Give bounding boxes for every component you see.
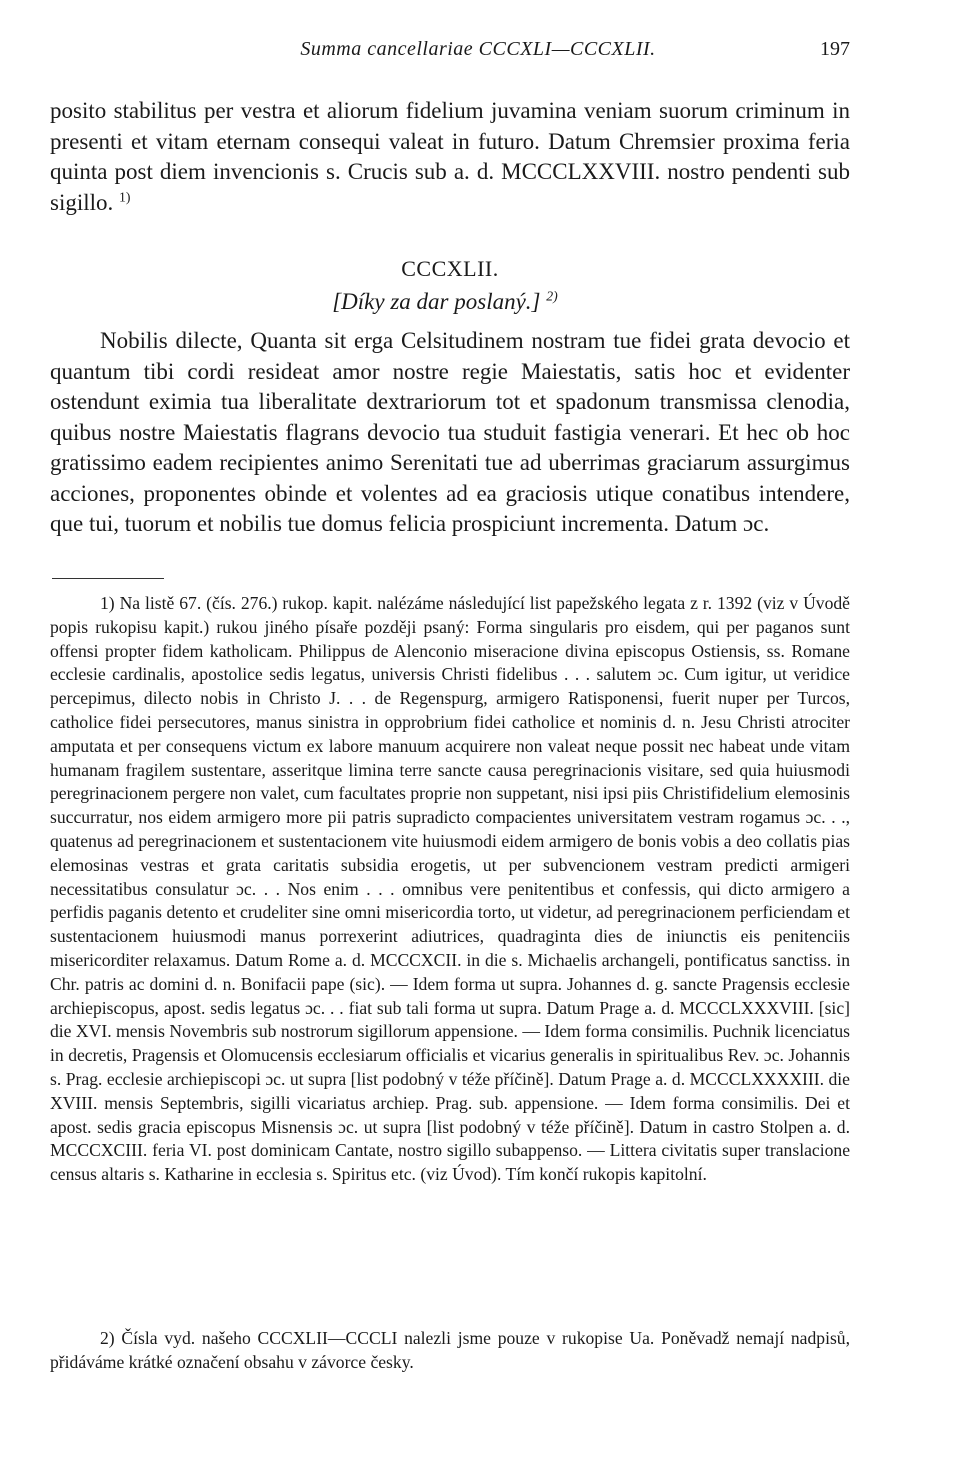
document-heading-text: [Díky za dar poslaný.]: [332, 289, 541, 314]
footnote-1-text: Na listě 67. (čís. 276.) rukop. kapit. nalézáme následující list papežského legata z r. 1392 (viz v Úvodě popis rukopisu kapit.) rukou jiného písaře později psaný: Forma singularis pro eisdem, qui per paganos sunt offensi propter fidem katholicam. Philippus de Alenconio miseracione divina episcopus Ostiensis, ss. Romane ecclesie cardinalis, apostolice sedis legatus, universis Christi fidelibus . . . salutem ɔc. Cum igitur, ut veridice percepimus, dilecto nobis in Christo J. . . de Regenspurg, armigero Ratisponensi, fuerit nuper per Turcos, catholice fidei persecutores, manus sinistra in opprobrium fidei catholice et nominis d. n. Jesu Christi atrociter amputata et per consequens victum ex labore manuum acquirere non valeat neque possit nec habeat unde vitam humanam fragilem sustentare, asseritque limina terre sancte causa peregrinacionis visitare, sed quia huiusmodi peregrinacionem pergere non valet, cum facultates proprie non suppetant, nisi ipsi piis Christifidelium elemosinis succurratur, nos eidem armigero more pii patris supradicto compacientes universitatem vestram rogamus ɔc. . ., quatenus ad peregrinacionem et sustentacionem vite huiusmodi eidem armigero de bonis vobis a deo collatis pias elemosinas vestras et grata caritatis subsidia erogetis, ut per subvencionem vestram predicti armigeri necessitatibus consulatur ɔc. . . Nos enim . . . omnibus vere penitentibus et confessis, qui dicto armigero a perfidis paganis detento et crudeliter sine omni misericordia torto, ut videtur, ad peregrinacionem perficiendam et sustentacionem huiusmodi manus porrexerint adiutrices, quadraginta dies de iniunctis eis penitenciis misericorditer relaxamus. Datum Rome a. d. MCCCXCII. in die s. Michaelis archangeli, pontificatus sanctiss. in Chr. patris ac domini d. n. Bonifacii pape (sic). — Idem forma ut supra. Johannes d. g. sancte Pragensis ecclesie archiepiscopus, apost. sedis legatus ɔc. . . fiat sub tali forma ut supra. Datum Prage a. d. MCCCLXXXVIII. [sic] die XVI. mensis Novembris sub nostrorum sigillorum appensione. — Idem forma consimilis. Puchnik licenciatus in decretis, Pragensis et Olomucensis ecclesiarum officialis et vicarius generalis in spiritualibus Rev. ɔc. Johannis s. Prag. ecclesie archiepiscopi ɔc. ut supra [list podobný v téže příčině]. Datum Prage a. d. MCCCLXXXXIII. die XVIII. mensis Septembris, sigilli vicariatus archiep. Prag. sub. appensione. — Idem forma consimilis. Dei et apost. sedis gracia episcopus Misnensis ɔc. ut supra [list podobný v téže příčině]. Datum in castro Stolpen a. d. MCCCXCIII. feria VI. post dominicam Cantate, nostro sigillo subappenso. — Littera civitatis super translacione census altaris s. Katharine in ecclesia s. Spiritus etc. (viz Úvod). Tím končí rukopis kapitolní.: [50, 593, 850, 1185]
footnote-divider: [52, 578, 164, 579]
footnote-2: [50, 1327, 850, 1375]
footnote-1-marker: 1): [100, 593, 115, 613]
footnote-ref-1: 1): [119, 188, 131, 204]
page-number: 197: [820, 38, 850, 60]
continuation-text: posito stabilitus per vestra et aliorum fidelium juvamina veniam suorum criminum in presenti et vitam eternam consequi valeat in futuro. Datum Chremsier proxima feria quinta post diem invencionis s. Crucis sub a. d. MCCCLXXVIII. nostro pendenti sub sigillo.: [50, 98, 850, 215]
document-body: Nobilis dilecte, Quanta sit erga Celsitudinem nostram tue fidei grata devocio et quantum tibi cordi resideat amor nostre regie Maiestatis, satis hoc et evidenter ostendunt eximia tua liberalitate dextrariorum tot et spadonum transmissa clenodia, quibus nostre Maiestatis flagrans devocio tua studuit fastigia venerari. Et hec ob hoc gratissimo eadem recipientes animo Serenitati tue ad uberrimas graciarum assurgimus acciones, proponentes obinde et volentes ad ea graciosis utique conatibus intendere, que tui, tuorum et nobilis tue domus felicia prospiciunt incrementa. Datum ɔc.: [50, 328, 850, 536]
continuation-paragraph: [50, 96, 850, 218]
footnote-2-text: Čísla vyd. našeho CCCXLII—CCCLI nalezli jsme pouze v rukopise Ua. Poněvadž nemají nadpisů, přidáváme krátké označení obsahu v závorce česky.: [50, 1328, 850, 1372]
running-title: Summa cancellariae CCCXLI—CCCXLII.: [300, 38, 656, 60]
footnote-ref-2: 2): [546, 288, 558, 304]
document-heading: [0, 289, 890, 315]
document-number: CCCXLII.: [401, 256, 499, 281]
footnote-2-marker: 2): [100, 1328, 115, 1348]
footnote-1: [50, 592, 850, 1187]
